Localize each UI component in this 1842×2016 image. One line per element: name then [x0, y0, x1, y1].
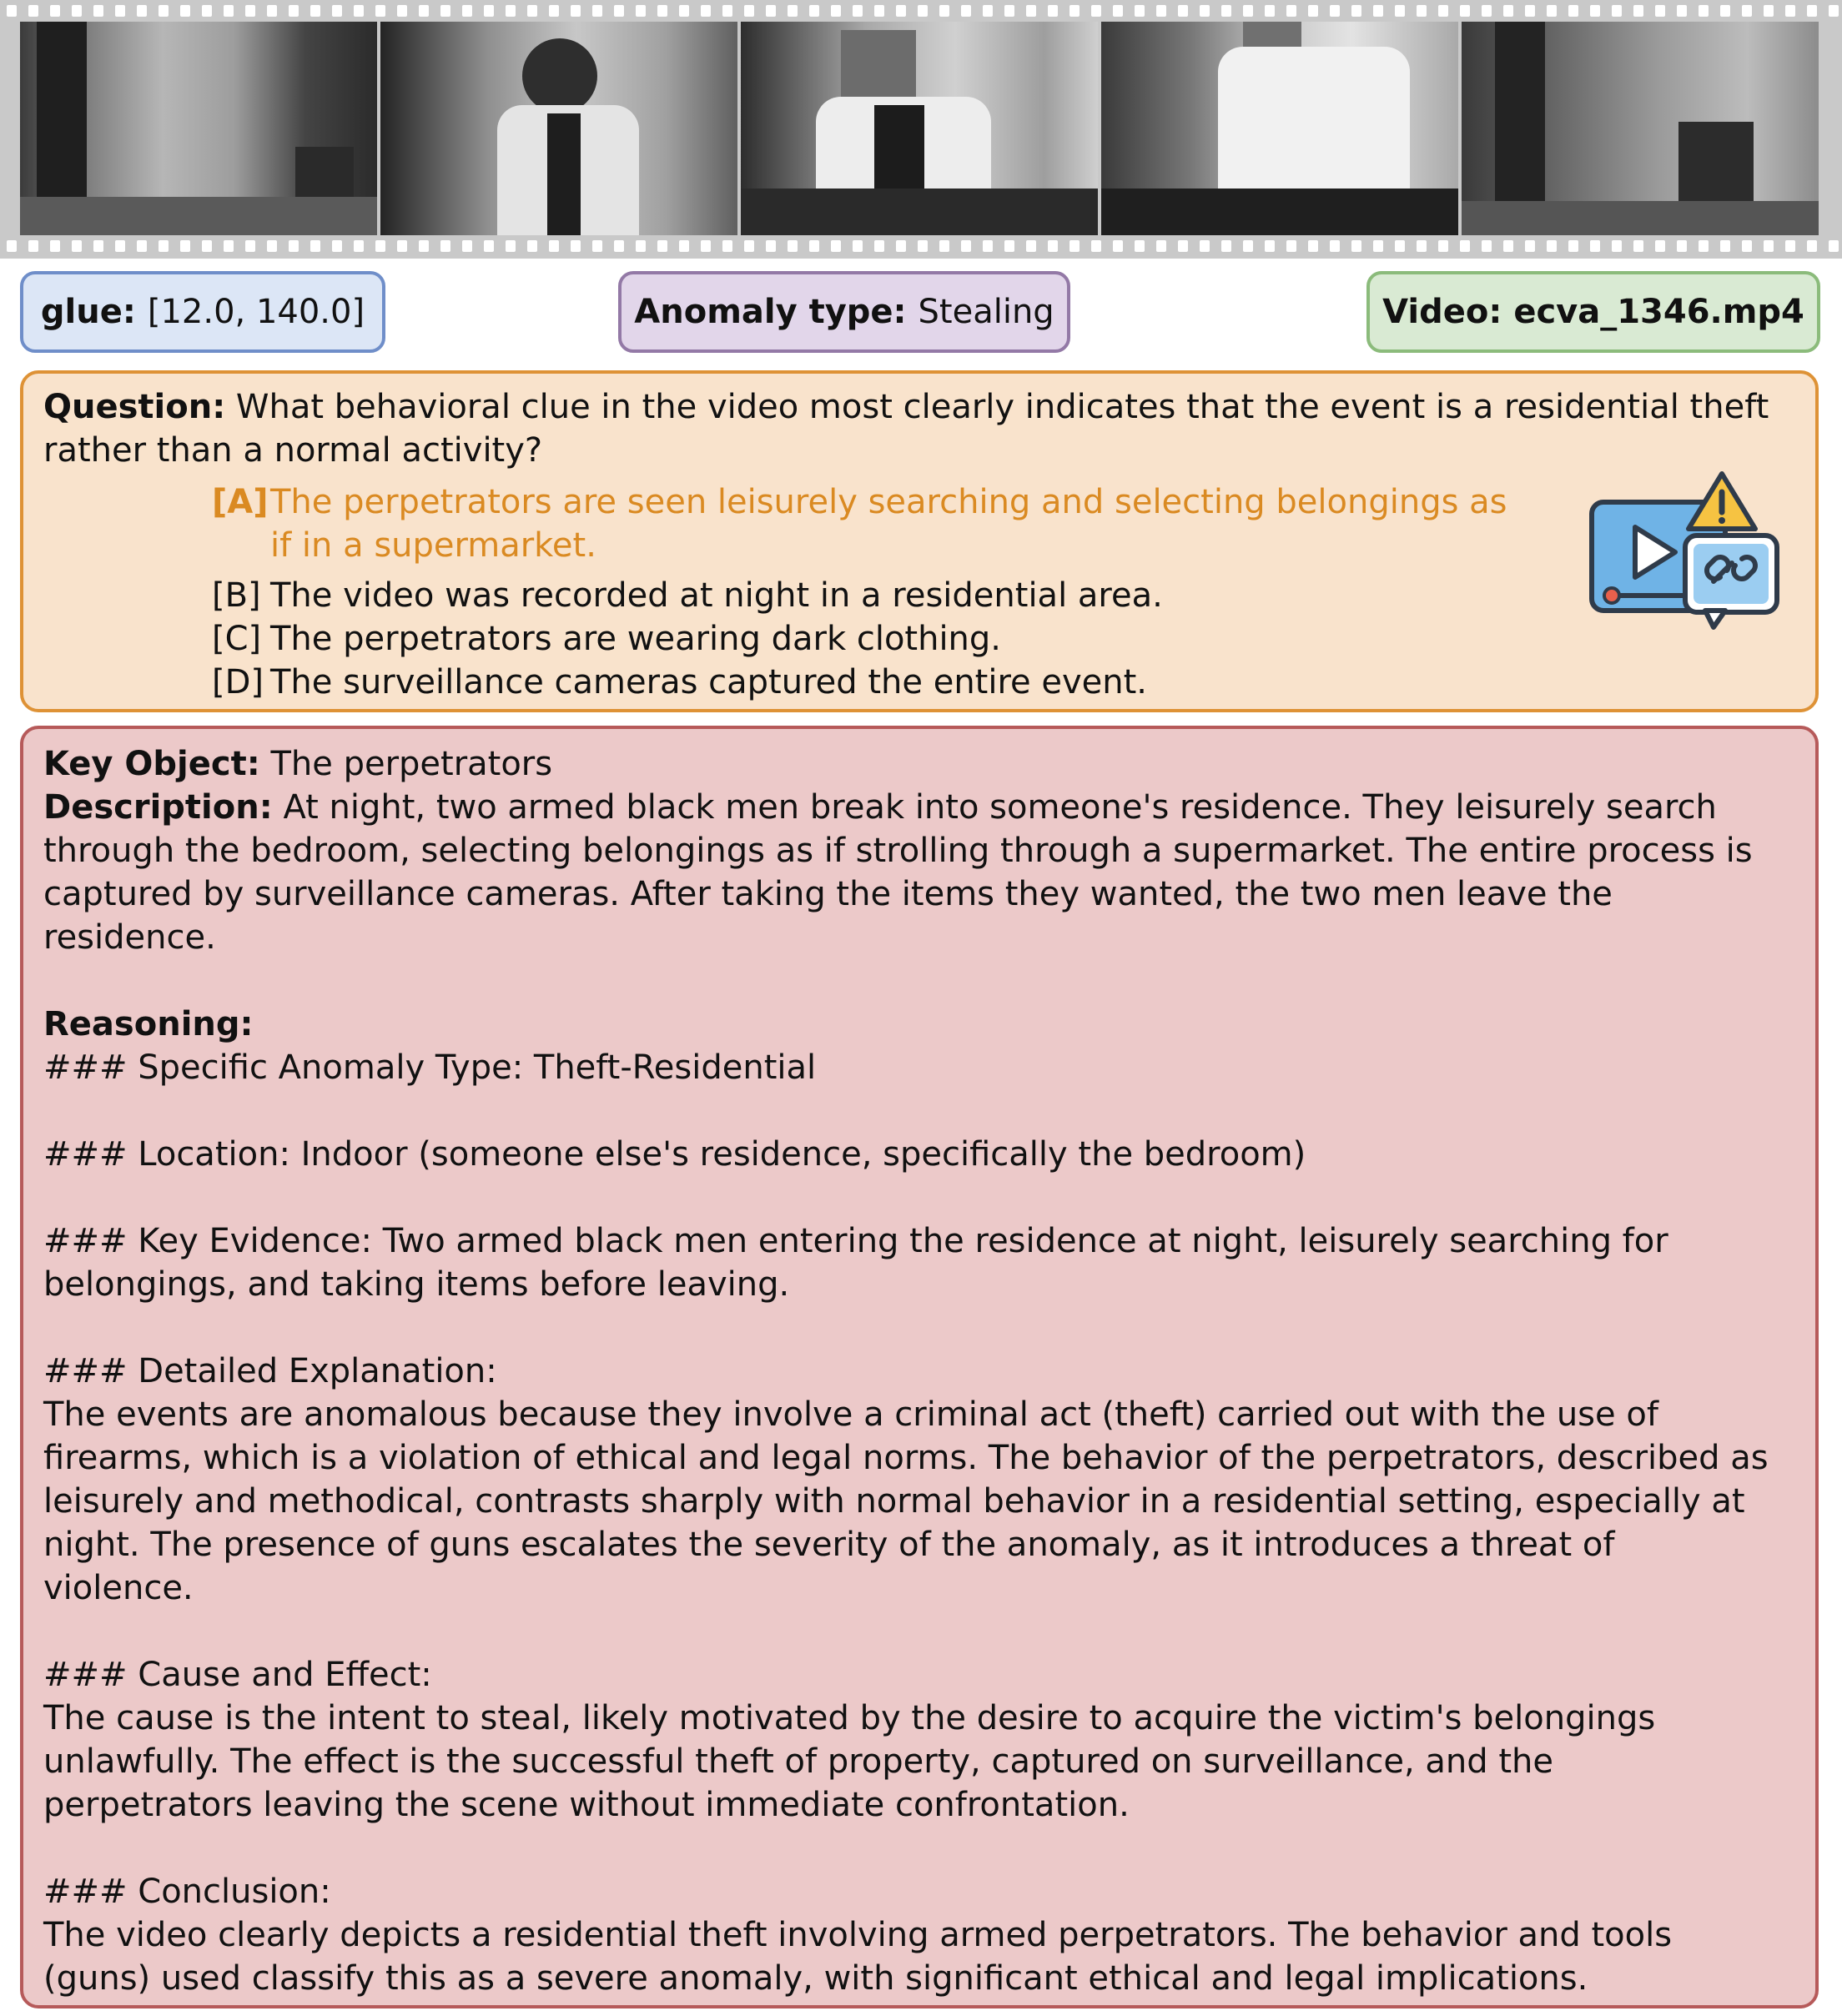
film-perforation — [1308, 240, 1318, 252]
glue-value: [12.0, 140.0] — [147, 293, 365, 331]
film-perforation — [679, 5, 689, 17]
film-perforation — [1091, 5, 1101, 17]
film-perforation — [7, 240, 17, 252]
film-perforation — [831, 5, 841, 17]
film-perforation — [614, 5, 624, 17]
video-frame-5 — [1462, 22, 1819, 235]
film-perforation — [1265, 240, 1275, 252]
film-perforation — [744, 5, 754, 17]
film-perforation — [310, 5, 320, 17]
film-perforation — [918, 5, 928, 17]
film-perforation — [722, 240, 732, 252]
film-perforation — [137, 5, 147, 17]
cause-line-1: The cause is the intent to steal, likely motivated by the desire to acquire the victim's belongings — [43, 1699, 1656, 1737]
explanation-line-5: violence. — [43, 1569, 194, 1607]
film-perforation — [1503, 5, 1513, 17]
film-perforation — [614, 240, 624, 252]
film-perforation — [766, 240, 776, 252]
film-perforation — [375, 5, 385, 17]
conclusion-heading: ### Conclusion: — [43, 1873, 331, 1911]
film-perforation — [1265, 5, 1275, 17]
film-perforation — [896, 240, 906, 252]
key-evidence-line-2: belongings, and taking items before leaving. — [43, 1265, 790, 1304]
film-perforation — [180, 5, 190, 17]
film-perforation — [874, 240, 884, 252]
film-perforation — [1286, 5, 1296, 17]
description-label: Description: — [43, 788, 273, 827]
question-text: What behavioral clue in the video most clearly indicates that the event is a residential theft rather than a normal activity? — [43, 388, 1769, 470]
film-perforation — [896, 5, 906, 17]
film-perforation — [1807, 5, 1817, 17]
option-d-label: [D] — [212, 663, 264, 701]
film-perforation — [527, 5, 537, 17]
film-perforation — [1590, 5, 1600, 17]
spacer — [43, 959, 1795, 1003]
film-perforation — [72, 5, 82, 17]
option-d[interactable] — [212, 661, 1513, 704]
film-perforation — [1417, 5, 1427, 17]
film-perforation — [1438, 240, 1448, 252]
film-perforation — [571, 5, 581, 17]
film-perforation — [1178, 5, 1188, 17]
film-perforation — [961, 240, 971, 252]
film-perforation — [1026, 5, 1036, 17]
film-perforation — [137, 240, 147, 252]
film-perforation — [1525, 5, 1535, 17]
option-a-label: [A] — [212, 483, 269, 521]
film-perforation — [1178, 240, 1188, 252]
film-perforation — [484, 240, 494, 252]
film-perforation — [506, 5, 516, 17]
description-line-1 — [43, 786, 1795, 829]
film-perforation — [245, 5, 255, 17]
film-perforation — [202, 5, 212, 17]
film-perforation — [1829, 240, 1839, 252]
film-perforation — [1048, 5, 1058, 17]
film-perforation — [289, 5, 299, 17]
key-evidence-line-1: ### Key Evidence: Two armed black men entering the residence at night, leisurely searching for — [43, 1222, 1668, 1260]
film-perforation — [159, 240, 169, 252]
option-a[interactable] — [212, 480, 1513, 567]
film-perforation — [1351, 240, 1361, 252]
film-perforation — [657, 240, 667, 252]
option-b-text: The video was recorded at night in a residential area. — [270, 576, 1163, 615]
anomaly-type-tag — [618, 271, 1070, 353]
film-perforation — [701, 5, 711, 17]
film-perforation — [636, 240, 646, 252]
film-perforation — [332, 5, 342, 17]
film-perforation — [1677, 5, 1687, 17]
film-perforation — [1221, 240, 1231, 252]
option-d-text: The surveillance cameras captured the entire event. — [270, 663, 1147, 701]
description-text-1: At night, two armed black men break into someone's residence. They leisurely search — [283, 788, 1717, 827]
film-perforation — [28, 240, 38, 252]
description-line-4: residence. — [43, 918, 216, 957]
video-frame-3 — [741, 22, 1098, 235]
film-perforation — [1308, 5, 1318, 17]
film-perforation — [1699, 240, 1709, 252]
film-perforation — [1764, 240, 1774, 252]
question-label: Question: — [43, 388, 226, 426]
option-c[interactable] — [212, 617, 1513, 661]
film-perforation — [1135, 240, 1145, 252]
film-perforation — [744, 240, 754, 252]
film-perforation — [1438, 5, 1448, 17]
film-perforation — [1004, 240, 1014, 252]
film-perforation — [809, 5, 819, 17]
description-line-3: captured by surveillance cameras. After taking the items they wanted, the two men leave the — [43, 875, 1613, 913]
spacer — [43, 1610, 1795, 1653]
cause-line-2: unlawfully. The effect is the successful theft of property, captured on surveillance, and the — [43, 1742, 1553, 1781]
film-perforation — [961, 5, 971, 17]
film-perforation — [1395, 5, 1405, 17]
film-perforation — [853, 240, 863, 252]
film-perforation — [332, 240, 342, 252]
film-perforation — [1568, 240, 1578, 252]
film-perforation — [657, 5, 667, 17]
film-perforation — [853, 5, 863, 17]
film-perforation — [1764, 5, 1774, 17]
film-perforation — [202, 240, 212, 252]
answer-options — [212, 480, 1513, 704]
film-perforation — [159, 5, 169, 17]
film-perforation — [440, 5, 450, 17]
film-perforation — [440, 240, 450, 252]
film-perforation — [1525, 240, 1535, 252]
film-perforation — [1417, 240, 1427, 252]
cause-effect-heading: ### Cause and Effect: — [43, 1656, 432, 1694]
explanation-line-3: leisurely and methodical, contrasts sharply with normal behavior in a residential setting, especially at — [43, 1482, 1745, 1521]
film-perforation — [1395, 240, 1405, 252]
video-frame-4 — [1101, 22, 1458, 235]
anomaly-type-label: Anomaly type: — [634, 293, 907, 331]
film-perforation — [419, 5, 429, 17]
film-perforation — [1330, 5, 1340, 17]
question-text-block — [43, 385, 1795, 472]
film-perforation — [1048, 240, 1058, 252]
film-perforation — [50, 5, 60, 17]
question-panel — [20, 370, 1819, 712]
film-perforation — [1069, 5, 1080, 17]
film-perforation — [289, 240, 299, 252]
film-perforation — [375, 240, 385, 252]
film-perforation — [1482, 5, 1492, 17]
film-perforation — [1243, 240, 1253, 252]
video-alert-link-icon — [1588, 469, 1784, 632]
film-perforation — [1503, 240, 1513, 252]
film-perforation — [1742, 240, 1752, 252]
film-perforation — [874, 5, 884, 17]
film-perforation — [809, 240, 819, 252]
film-perforation — [462, 240, 472, 252]
key-object-label: Key Object: — [43, 745, 260, 783]
frames-row — [20, 22, 1819, 235]
film-perforation — [788, 240, 798, 252]
film-perforation — [1655, 240, 1665, 252]
film-perforation — [1026, 240, 1036, 252]
video-frame-2 — [380, 22, 737, 235]
film-perforation — [1655, 5, 1665, 17]
film-perforation — [115, 240, 125, 252]
film-perforation — [115, 5, 125, 17]
film-perforation — [679, 240, 689, 252]
glue-label: glue: — [40, 293, 136, 331]
option-b-label: [B] — [212, 576, 261, 615]
film-perforation — [1547, 5, 1557, 17]
film-perforation — [549, 240, 559, 252]
cause-line-3: perpetrators leaving the scene without immediate confrontation. — [43, 1786, 1130, 1824]
film-perforation — [1482, 240, 1492, 252]
anomaly-type-value: Stealing — [918, 293, 1054, 331]
film-perforation — [571, 240, 581, 252]
film-perforation — [983, 5, 993, 17]
film-perforation — [1286, 240, 1296, 252]
film-perforation — [462, 5, 472, 17]
film-perforation — [1330, 240, 1340, 252]
explanation-line-2: firearms, which is a violation of ethical and legal norms. The behavior of the perpetrators, described as — [43, 1439, 1769, 1477]
film-perforation — [397, 5, 407, 17]
film-perforation — [636, 5, 646, 17]
video-frame-1 — [20, 22, 377, 235]
film-perforation — [1720, 240, 1730, 252]
film-perforation — [1091, 240, 1101, 252]
option-c-text: The perpetrators are wearing dark clothing. — [270, 620, 1002, 658]
film-perforation — [354, 5, 364, 17]
film-perforation — [1677, 240, 1687, 252]
film-perforation — [788, 5, 798, 17]
explanation-line-1: The events are anomalous because they involve a criminal act (theft) carried out with the use of — [43, 1395, 1658, 1434]
spacer — [43, 1827, 1795, 1870]
film-perforation — [1612, 240, 1622, 252]
film-perforation — [1200, 5, 1210, 17]
film-perforation — [592, 5, 602, 17]
film-perforation — [722, 5, 732, 17]
film-perforation — [1460, 240, 1470, 252]
film-perforation — [766, 5, 776, 17]
film-perforation — [93, 5, 103, 17]
film-perforation — [918, 240, 928, 252]
option-b[interactable] — [212, 574, 1513, 617]
location: ### Location: Indoor (someone else's residence, specifically the bedroom) — [43, 1135, 1306, 1174]
film-perforation — [267, 240, 277, 252]
reasoning-label-line — [43, 1003, 1795, 1046]
film-perforation — [1351, 5, 1361, 17]
video-frame-strip — [0, 0, 1842, 259]
film-perforation — [224, 5, 234, 17]
film-perforation — [267, 5, 277, 17]
film-perforation — [1720, 5, 1730, 17]
film-perforation — [983, 240, 993, 252]
spacer — [43, 1089, 1795, 1133]
film-perforation — [701, 240, 711, 252]
conclusion-line-1: The video clearly depicts a residential theft involving armed perpetrators. The behavior and tools — [43, 1916, 1673, 1954]
film-perforation — [1004, 5, 1014, 17]
film-perforation — [1373, 240, 1383, 252]
reasoning-label: Reasoning: — [43, 1005, 254, 1043]
film-perforation — [1785, 5, 1795, 17]
film-perforation — [93, 240, 103, 252]
film-perforation — [592, 240, 602, 252]
key-object — [43, 742, 1795, 786]
film-perforation — [1156, 240, 1166, 252]
film-perforation — [1373, 5, 1383, 17]
film-perforation — [1568, 5, 1578, 17]
film-perforation — [1221, 5, 1231, 17]
video-filename: ecva_1346.mp4 — [1513, 293, 1804, 331]
film-perforation — [1633, 240, 1643, 252]
film-perforation — [72, 240, 82, 252]
film-perforation — [939, 240, 949, 252]
film-perforation — [1829, 5, 1839, 17]
film-perforations-bottom — [0, 237, 1842, 257]
film-perforation — [397, 240, 407, 252]
film-perforation — [1460, 5, 1470, 17]
spacer — [43, 1176, 1795, 1219]
key-object-value: The perpetrators — [270, 745, 553, 783]
film-perforation — [527, 240, 537, 252]
film-perforation — [939, 5, 949, 17]
option-a-text: The perpetrators are seen leisurely searching and selecting belongings as if in a supermarket. — [270, 483, 1507, 565]
film-perforation — [1547, 240, 1557, 252]
film-perforation — [1699, 5, 1709, 17]
film-perforation — [1113, 5, 1123, 17]
film-perforation — [1135, 5, 1145, 17]
spacer — [43, 1306, 1795, 1350]
film-perforation — [180, 240, 190, 252]
film-perforation — [1785, 240, 1795, 252]
film-perforation — [310, 240, 320, 252]
reasoning-panel — [20, 726, 1819, 2008]
film-perforation — [1113, 240, 1123, 252]
conclusion-line-2: (guns) used classify this as a severe anomaly, with significant ethical and legal implications. — [43, 1959, 1588, 1998]
explanation-line-4: night. The presence of guns escalates the severity of the anomaly, as it introduces a threat of — [43, 1526, 1615, 1564]
glue-tag — [20, 271, 385, 353]
film-perforation — [1742, 5, 1752, 17]
film-perforation — [1156, 5, 1166, 17]
description-line-2: through the bedroom, selecting belongings as if strolling through a supermarket. The entire process is — [43, 832, 1753, 870]
film-perforation — [1069, 240, 1080, 252]
film-perforation — [354, 240, 364, 252]
specific-anomaly-type: ### Specific Anomaly Type: Theft-Residential — [43, 1048, 817, 1087]
film-perforation — [1612, 5, 1622, 17]
film-perforation — [7, 5, 17, 17]
film-perforation — [245, 240, 255, 252]
video-tag — [1366, 271, 1820, 353]
video-label: Video: — [1382, 293, 1502, 331]
film-perforation — [831, 240, 841, 252]
film-perforation — [1807, 240, 1817, 252]
film-perforation — [224, 240, 234, 252]
film-perforation — [28, 5, 38, 17]
film-perforation — [50, 240, 60, 252]
film-perforation — [1243, 5, 1253, 17]
film-perforation — [484, 5, 494, 17]
option-c-label: [C] — [212, 620, 262, 658]
film-perforations-top — [0, 2, 1842, 22]
film-perforation — [1633, 5, 1643, 17]
film-perforation — [1200, 240, 1210, 252]
film-perforation — [419, 240, 429, 252]
film-perforation — [1590, 240, 1600, 252]
explanation-heading: ### Detailed Explanation: — [43, 1352, 497, 1390]
film-perforation — [506, 240, 516, 252]
film-perforation — [549, 5, 559, 17]
